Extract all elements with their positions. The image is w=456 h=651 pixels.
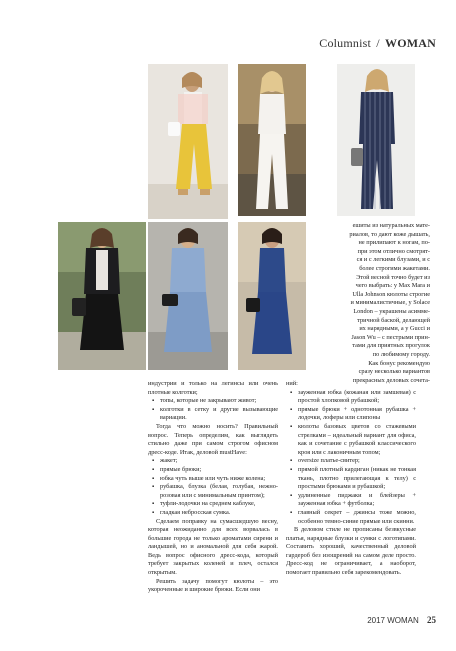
bullet-item: ▪ удлиненные пиджаки и блейзеры + зауженная юбка + футболка; (286, 492, 416, 509)
text-line: по любимому городу. (372, 350, 430, 358)
text-line: чего выбрать: у Max Mara и (355, 282, 430, 290)
paragraph: В деловом стиле не прописаны безвкусные платья, нарядные блузки и сумки с логотипами. Составить хороший, качественный деловой гардероб без изощрений на самом деле просто. Дресс-код не ограничивает, а наоборот, помогает правильно себя зарекомендовать. (286, 526, 416, 577)
bullet-item: ▪ рубашка, блузка (белая, голубая, нежно-розовая или с минимальным принтом); (148, 483, 278, 500)
paragraph: Решить задачу помогут кюлоты – это укороченные и широкие брюки. Если они (148, 577, 278, 594)
bullet-item: ▪ прямой плотный кардиган (никак не тонкая ткань, плотно прилегающая к телу) с простыми брюками и рубашкой; (286, 466, 416, 492)
text-line: более строгими жакетами. (359, 264, 430, 272)
text-line: сразу несколько вариантов (358, 368, 430, 376)
bullet-item: ▪ прямые брюки; (148, 466, 278, 475)
photo-yellow-culottes (148, 64, 228, 219)
text-line: их нарядными, а у Gucci и (359, 325, 430, 333)
text-line: Jason Wu – с пестрыми прин- (351, 333, 430, 341)
photo-blue-jumpsuit (238, 222, 306, 370)
bullet-item: ▪ oversize платье-свитер; (286, 457, 416, 466)
bullet-item: ▪ юбка чуть выше или чуть ниже колена; (148, 475, 278, 484)
right-column (286, 380, 416, 578)
page-footer (367, 615, 436, 625)
text-line: и минималистичные, у Solace (350, 299, 430, 307)
bullet-item: ▪ прямые брюки + однотонная рубашка + лодочки, лоферы или слипоны (286, 406, 416, 423)
text-line: прекрасных деловых сочета- (352, 376, 430, 384)
photo-white-suit (238, 64, 306, 216)
bullet-item: ▪ главный секрет – джинсы тоже можно, особенно темно-синие прямые или скинни. (286, 509, 416, 526)
bullet-item: ▪ зауженная юбка (кожаная или замшевая) с простой хлопковой рубашкой; (286, 389, 416, 406)
paragraph-intro: ний: (286, 380, 298, 387)
text-line: London – украшены асимме- (353, 307, 430, 315)
text-line: тами для приятных прогулок (352, 342, 430, 350)
text-line: Как бонус рекомендую (368, 359, 430, 367)
bullet-item: ▪ топы, которые не закрывают живот; (148, 397, 278, 406)
text-line: не прилипают к ногам, по- (358, 239, 430, 247)
left-column (148, 380, 278, 595)
bullet-item: ▪ кюлоты базовых цветов со стажевыми стрелками – идеальный вариант для офиса, как и сочетание с рубашкой классического кроя или с лаконичным топом; (286, 423, 416, 457)
text-line: ешиты из натуральных мате- (352, 222, 430, 229)
bullet-item: ▪ колготки в сетку и другие вызывающие вариации. (148, 406, 278, 423)
page-header (319, 36, 436, 51)
section-name: Columnist (319, 36, 372, 50)
bullet-item: ▪ гладкая небросская сумка. (148, 509, 278, 518)
text-line: Ulla Johnson кюлоты строгие (352, 290, 430, 298)
header-separator: / (376, 36, 380, 50)
paragraph-intro: индустрии и только на легинсы или очень плотные колготки; (148, 380, 278, 396)
bullet-item: ▪ туфли-лодочки на среднем каблуке, (148, 500, 278, 509)
top-right-column (312, 222, 430, 385)
photo-denim-culottes (148, 222, 228, 370)
paragraph: Сделаем поправку на сумасшедшую весну, которая неожиданно для всех ворвалась в большие города не только ароматами сирени и ландышей, но и аномальной для себя жарой. Ведь вопрос офисного дресс-кода, который требует закрытых коленей и плеч, остался открытым. (148, 517, 278, 577)
text-line: тричной баской, делающей (357, 316, 430, 324)
text-line: Этой весной точно будет из (356, 273, 430, 281)
magazine-name: WOMAN (385, 36, 436, 50)
text-line: при этом отлично смотрят- (357, 247, 430, 255)
text-line: риалов, то дают коже дышать, (349, 230, 430, 238)
photo-black-culottes (58, 222, 146, 370)
paragraph: Тогда что можно носить? Правильный вопрос. Теперь определим, как выглядеть стильно даже при самом строгом офисном дресс-коде. Итак, деловой mustHave: (148, 422, 278, 456)
text-line: ся и с легкими блузами, и с (356, 256, 430, 264)
page-number: 25 (427, 615, 436, 625)
footer-magazine: 2017 WOMAN (367, 616, 419, 625)
photo-striped-suit (337, 64, 415, 216)
bullet-item: ▪ жакет; (148, 457, 278, 466)
